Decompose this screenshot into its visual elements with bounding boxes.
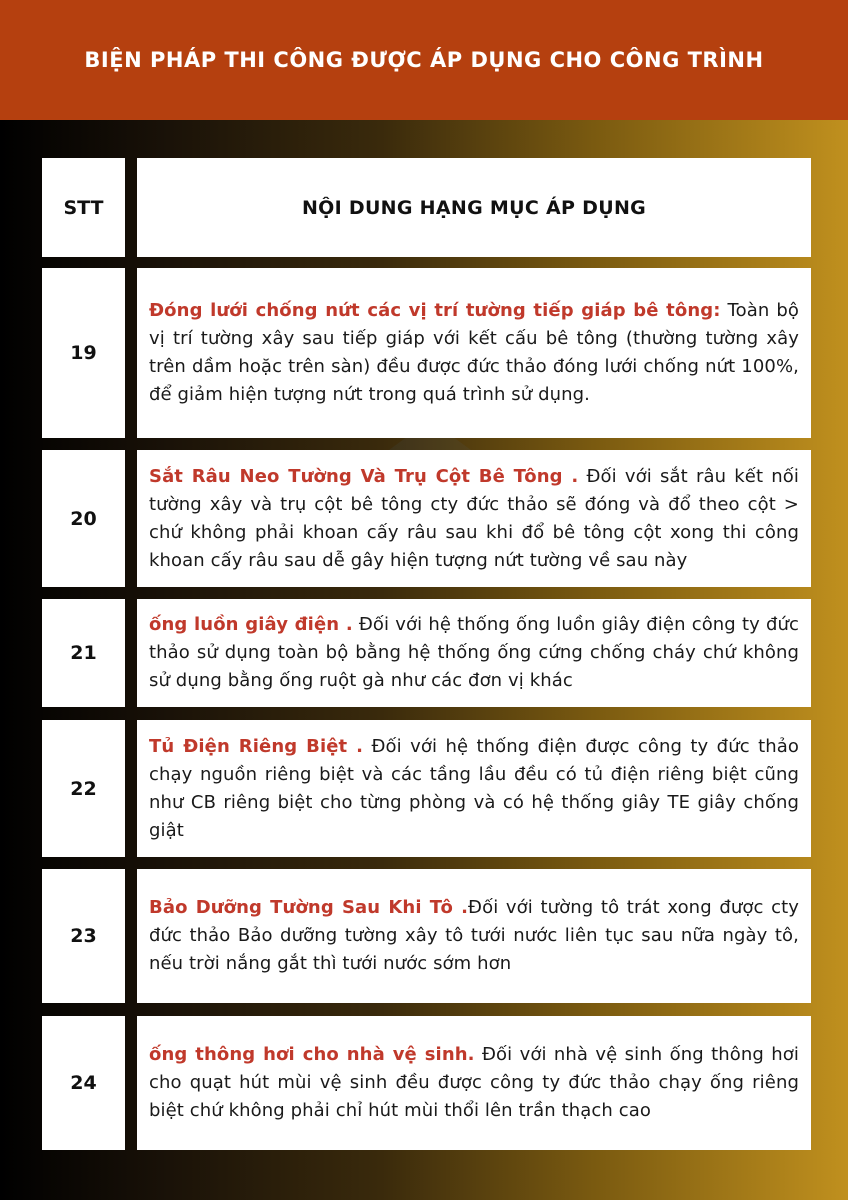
row-text	[149, 733, 799, 845]
row-content	[137, 599, 811, 707]
row-body: Toàn bộ vị trí tường xây sau tiếp giáp với kết cấu bê tông (thường tường xây trên dầm hoặc trên sàn) đều được đức thảo đóng lưới chống nứt 100%, để giảm hiện tượng nứt trong quá trình sử dụng.	[149, 300, 799, 405]
content-header-label: NỘI DUNG HẠNG MỤC ÁP DỤNG	[301, 196, 647, 219]
row-text	[149, 894, 799, 978]
row-content	[137, 268, 811, 438]
row-content	[137, 450, 811, 587]
row-stt: 24	[42, 1016, 125, 1150]
row-text	[149, 463, 799, 575]
row-title: ống thông hơi cho nhà vệ sinh.	[149, 1044, 475, 1065]
row-content	[137, 720, 811, 857]
row-text	[149, 1041, 799, 1125]
row-text	[149, 297, 799, 409]
content-header	[137, 158, 811, 257]
row-body: Đối với hệ thống ống luồn giây điện công ty đức thảo sử dụng toàn bộ bằng hệ thống ống cứng chống cháy chứ không sử dụng bằng ống ruột gà như các đơn vị khác	[149, 614, 800, 691]
stt-header: STT	[42, 158, 125, 257]
row-text	[149, 611, 799, 695]
row-body: Đối với tường tô trát xong được cty đức thảo Bảo dưỡng tường xây tô tưới nước liên tục sau nữa ngày tô, nếu trời nắng gắt thì tưới nước sớm hơn	[149, 897, 799, 974]
row-stt: 21	[42, 599, 125, 707]
row-content	[137, 869, 811, 1003]
row-body: Đối với nhà vệ sinh ống thông hơi cho quạt hút mùi vệ sinh đều được công ty đức thảo chạy ống riêng biệt chứ không phải chỉ hút mùi thổi lên trần thạch cao	[149, 1044, 800, 1121]
row-stt: 19	[42, 268, 125, 438]
row-stt: 20	[42, 450, 125, 587]
page-header	[0, 0, 848, 120]
row-stt: 23	[42, 869, 125, 1003]
row-body: Đối với sắt râu kết nối tường xây và trụ cột bê tông cty đức thảo sẽ đóng và đổ theo cột > chứ không phải khoan cấy râu sau khi đổ bê tông cột xong thi công khoan cấy râu sau dễ gây hiện tượng nứt tường về sau này	[149, 465, 799, 571]
page-title: BIỆN PHÁP THI CÔNG ĐƯỢC ÁP DỤNG CHO CÔNG TRÌNH	[84, 48, 764, 72]
row-title: Sắt Râu Neo Tường Và Trụ Cột Bê Tông .	[149, 465, 579, 487]
row-title: ống luồn giây điện .	[149, 614, 353, 635]
row-title: Đóng lưới chống nứt các vị trí tường tiếp giáp bê tông:	[149, 300, 721, 321]
row-title: Bảo Dưỡng Tường Sau Khi Tô .	[149, 897, 469, 918]
row-body: Đối với hệ thống điện được công ty đức thảo chạy nguồn riêng biệt và các tầng lầu đều có tủ điện riêng biệt cũng như CB riêng biệt cho từng phòng và có hệ thống giây TE giây chống giật	[149, 735, 799, 841]
row-content	[137, 1016, 811, 1150]
row-title: Tủ Điện Riêng Biệt .	[149, 735, 364, 757]
row-stt: 22	[42, 720, 125, 857]
